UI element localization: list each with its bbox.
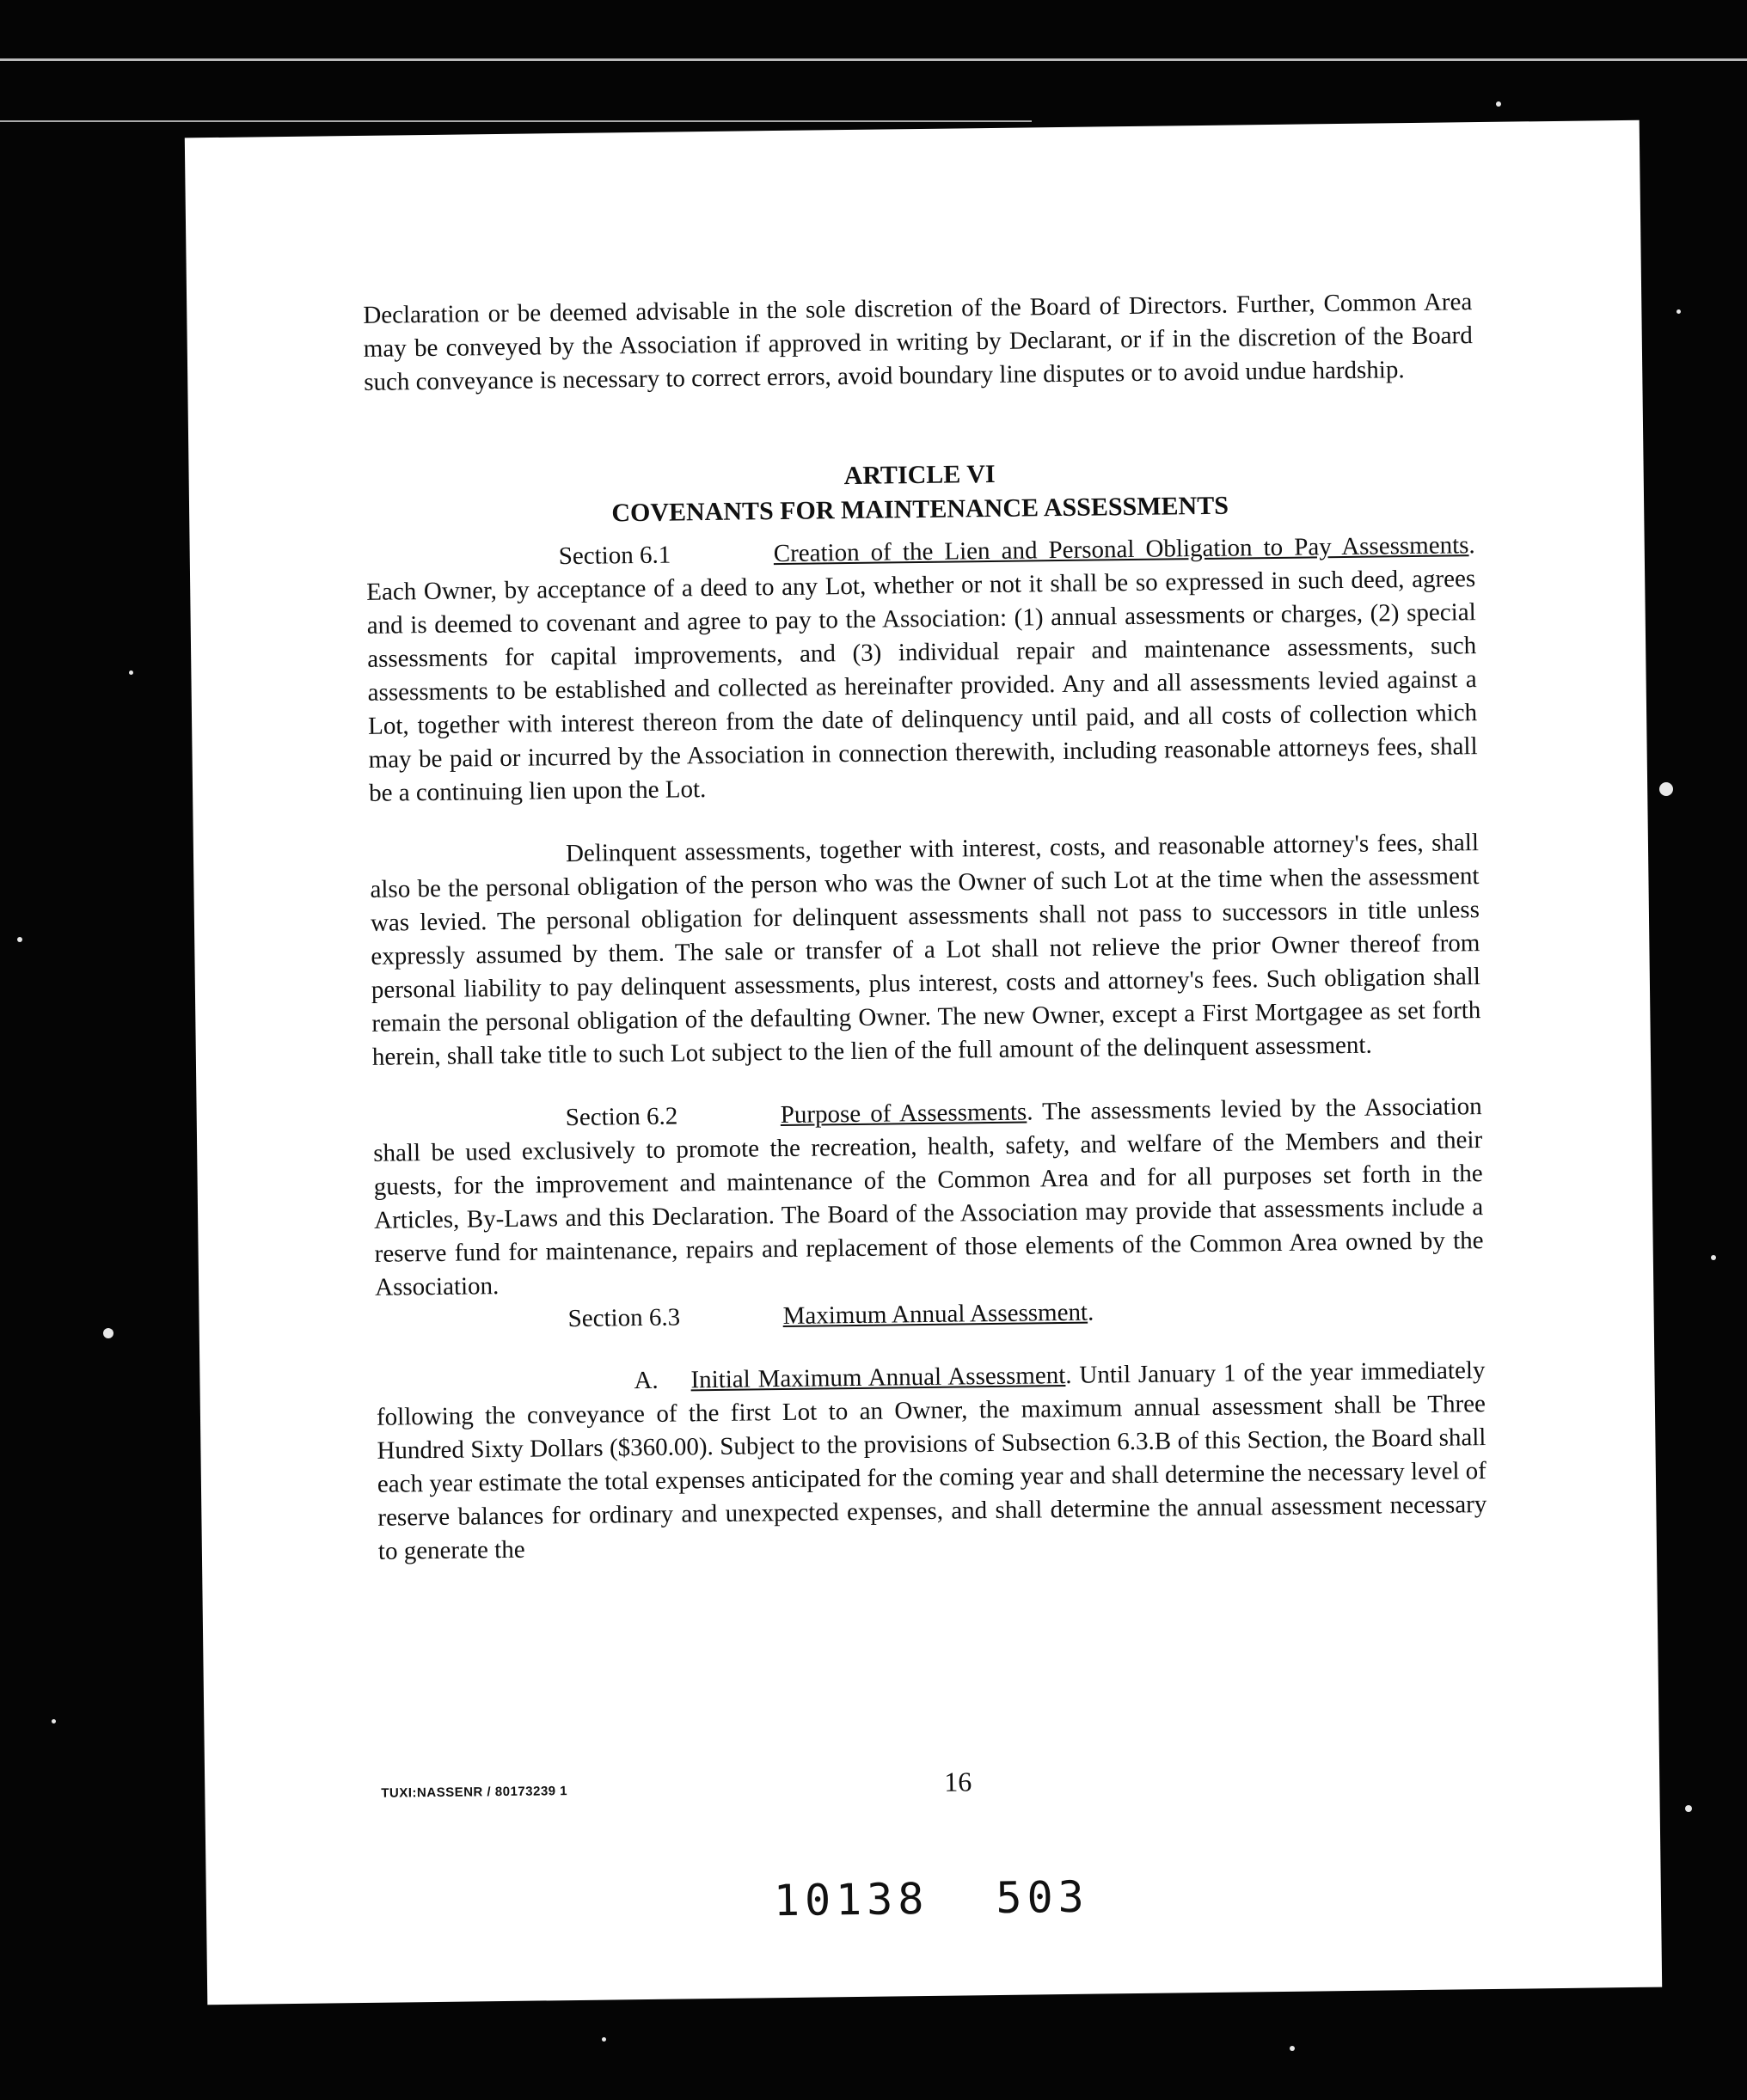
scanned-page	[185, 120, 1662, 2005]
document-footer-code: TUXI:NASSENR / 80173239 1	[381, 1784, 568, 1801]
dust-speck	[1685, 1805, 1692, 1812]
section-6-2	[373, 1090, 1485, 1305]
section-6-3-a	[376, 1354, 1487, 1569]
dust-speck	[1290, 2046, 1295, 2051]
page-body	[363, 285, 1487, 1569]
section-title-suffix: .	[1087, 1298, 1094, 1326]
section-number: Section 6.1	[558, 541, 671, 571]
article-number: ARTICLE VI	[843, 459, 996, 491]
section-body: . Each Owner, by acceptance of a deed to any Lot, whether or not it shall be so expressed in such deed, agrees and is deemed to covenant and agree to pay to the Association: (1) annual assessments or charges, (2) special assessments for capital improvements, and (3) individual repair and maintenance assessments, such assessments to be established and collected as hereinafter provided. Any and all assessments levied against a Lot, together with interest thereon from the date of delinquency until paid, and all costs of collection which may be paid or incurred by the Association in connection therewith, including reasonable attorneys fees, shall be a continuing lien upon the Lot.	[366, 531, 1478, 807]
section-title: Maximum Annual Assessment	[782, 1298, 1088, 1331]
section-number: Section 6.2	[565, 1102, 678, 1132]
dust-speck	[1711, 1255, 1716, 1260]
dust-speck	[52, 1719, 56, 1723]
stamp-book-number: 10138	[773, 1873, 929, 1926]
subsection-body: . Until January 1 of the year immediately following the conveyance of the first Lot to an Owner, the maximum annual assessment shall be Three Hundred Sixty Dollars ($360.00). Subject to the provisions of Subsection 6.3.B of this Section, the Board shall each year estimate the total expenses anticipated for the coming year and shall determine the necessary level of reserve balances for ordinary and unexpected expenses, and shall determine the annual assessment necessary to generate the	[376, 1356, 1487, 1565]
subsection-title: Initial Maximum Annual Assessment	[690, 1362, 1066, 1394]
section-title: Creation of the Lien and Personal Obligation to Pay Assessments	[773, 531, 1469, 568]
scan-scratch	[0, 120, 1032, 122]
dust-speck	[602, 2037, 606, 2042]
dust-speck	[103, 1328, 113, 1338]
dust-speck	[1496, 101, 1501, 107]
section-6-1-paragraph-2: Delinquent assessments, together with interest, costs, and reasonable attorney's fees, shall also be the personal obligation of the person who was the Owner of such Lot at the time when the assessment was levied. The personal obligation for delinquent assessments shall not pass to successors in title unless expressly assumed by them. The sale or transfer of a Lot shall not relieve the prior Owner thereof from personal liability to pay delinquent assessments, plus interest, costs and attorney's fees. Such obligation shall remain the personal obligation of the defaulting Owner. The new Owner, except a First Mortgagee as set forth herein, shall take title to such Lot subject to the lien of the full amount of the delinquent assessment.	[370, 829, 1481, 1071]
section-6-1	[366, 529, 1479, 811]
subsection-letter: A.	[634, 1366, 659, 1395]
dust-speck	[1677, 309, 1681, 314]
article-title: COVENANTS FOR MAINTENANCE ASSESSMENTS	[611, 491, 1229, 528]
article-heading	[365, 451, 1474, 534]
dust-speck	[17, 937, 22, 942]
page-number: 16	[944, 1766, 972, 1797]
section-body: . The assessments levied by the Association shall be used exclusively to promote the recreation, health, safety, and welfare of the Members and their guests, for the improvement and maintenance of the Common Area and for all purposes set forth in the Articles, By-Laws and this Declaration. The Board of the Association may provide that assessments include a reserve fund for maintenance, repairs and replacement of those elements of the Common Area owned by the Association.	[373, 1093, 1484, 1301]
scan-scratch	[0, 58, 1747, 61]
recording-stamp	[774, 1871, 1157, 1926]
dust-speck	[1659, 782, 1673, 796]
intro-paragraph: Declaration or be deemed advisable in the sole discretion of the Board of Directors. Further, Common Area may be conveyed by the Association if approved in writing by Declarant, or if in the discretion of the Board such conveyance is necessary to correct errors, avoid boundary line disputes or to avoid undue hardship.	[363, 288, 1473, 396]
dust-speck	[129, 670, 133, 675]
stamp-page-number: 503	[996, 1871, 1090, 1924]
section-number: Section 6.3	[567, 1303, 681, 1333]
section-title: Purpose of Assessments	[780, 1098, 1027, 1130]
